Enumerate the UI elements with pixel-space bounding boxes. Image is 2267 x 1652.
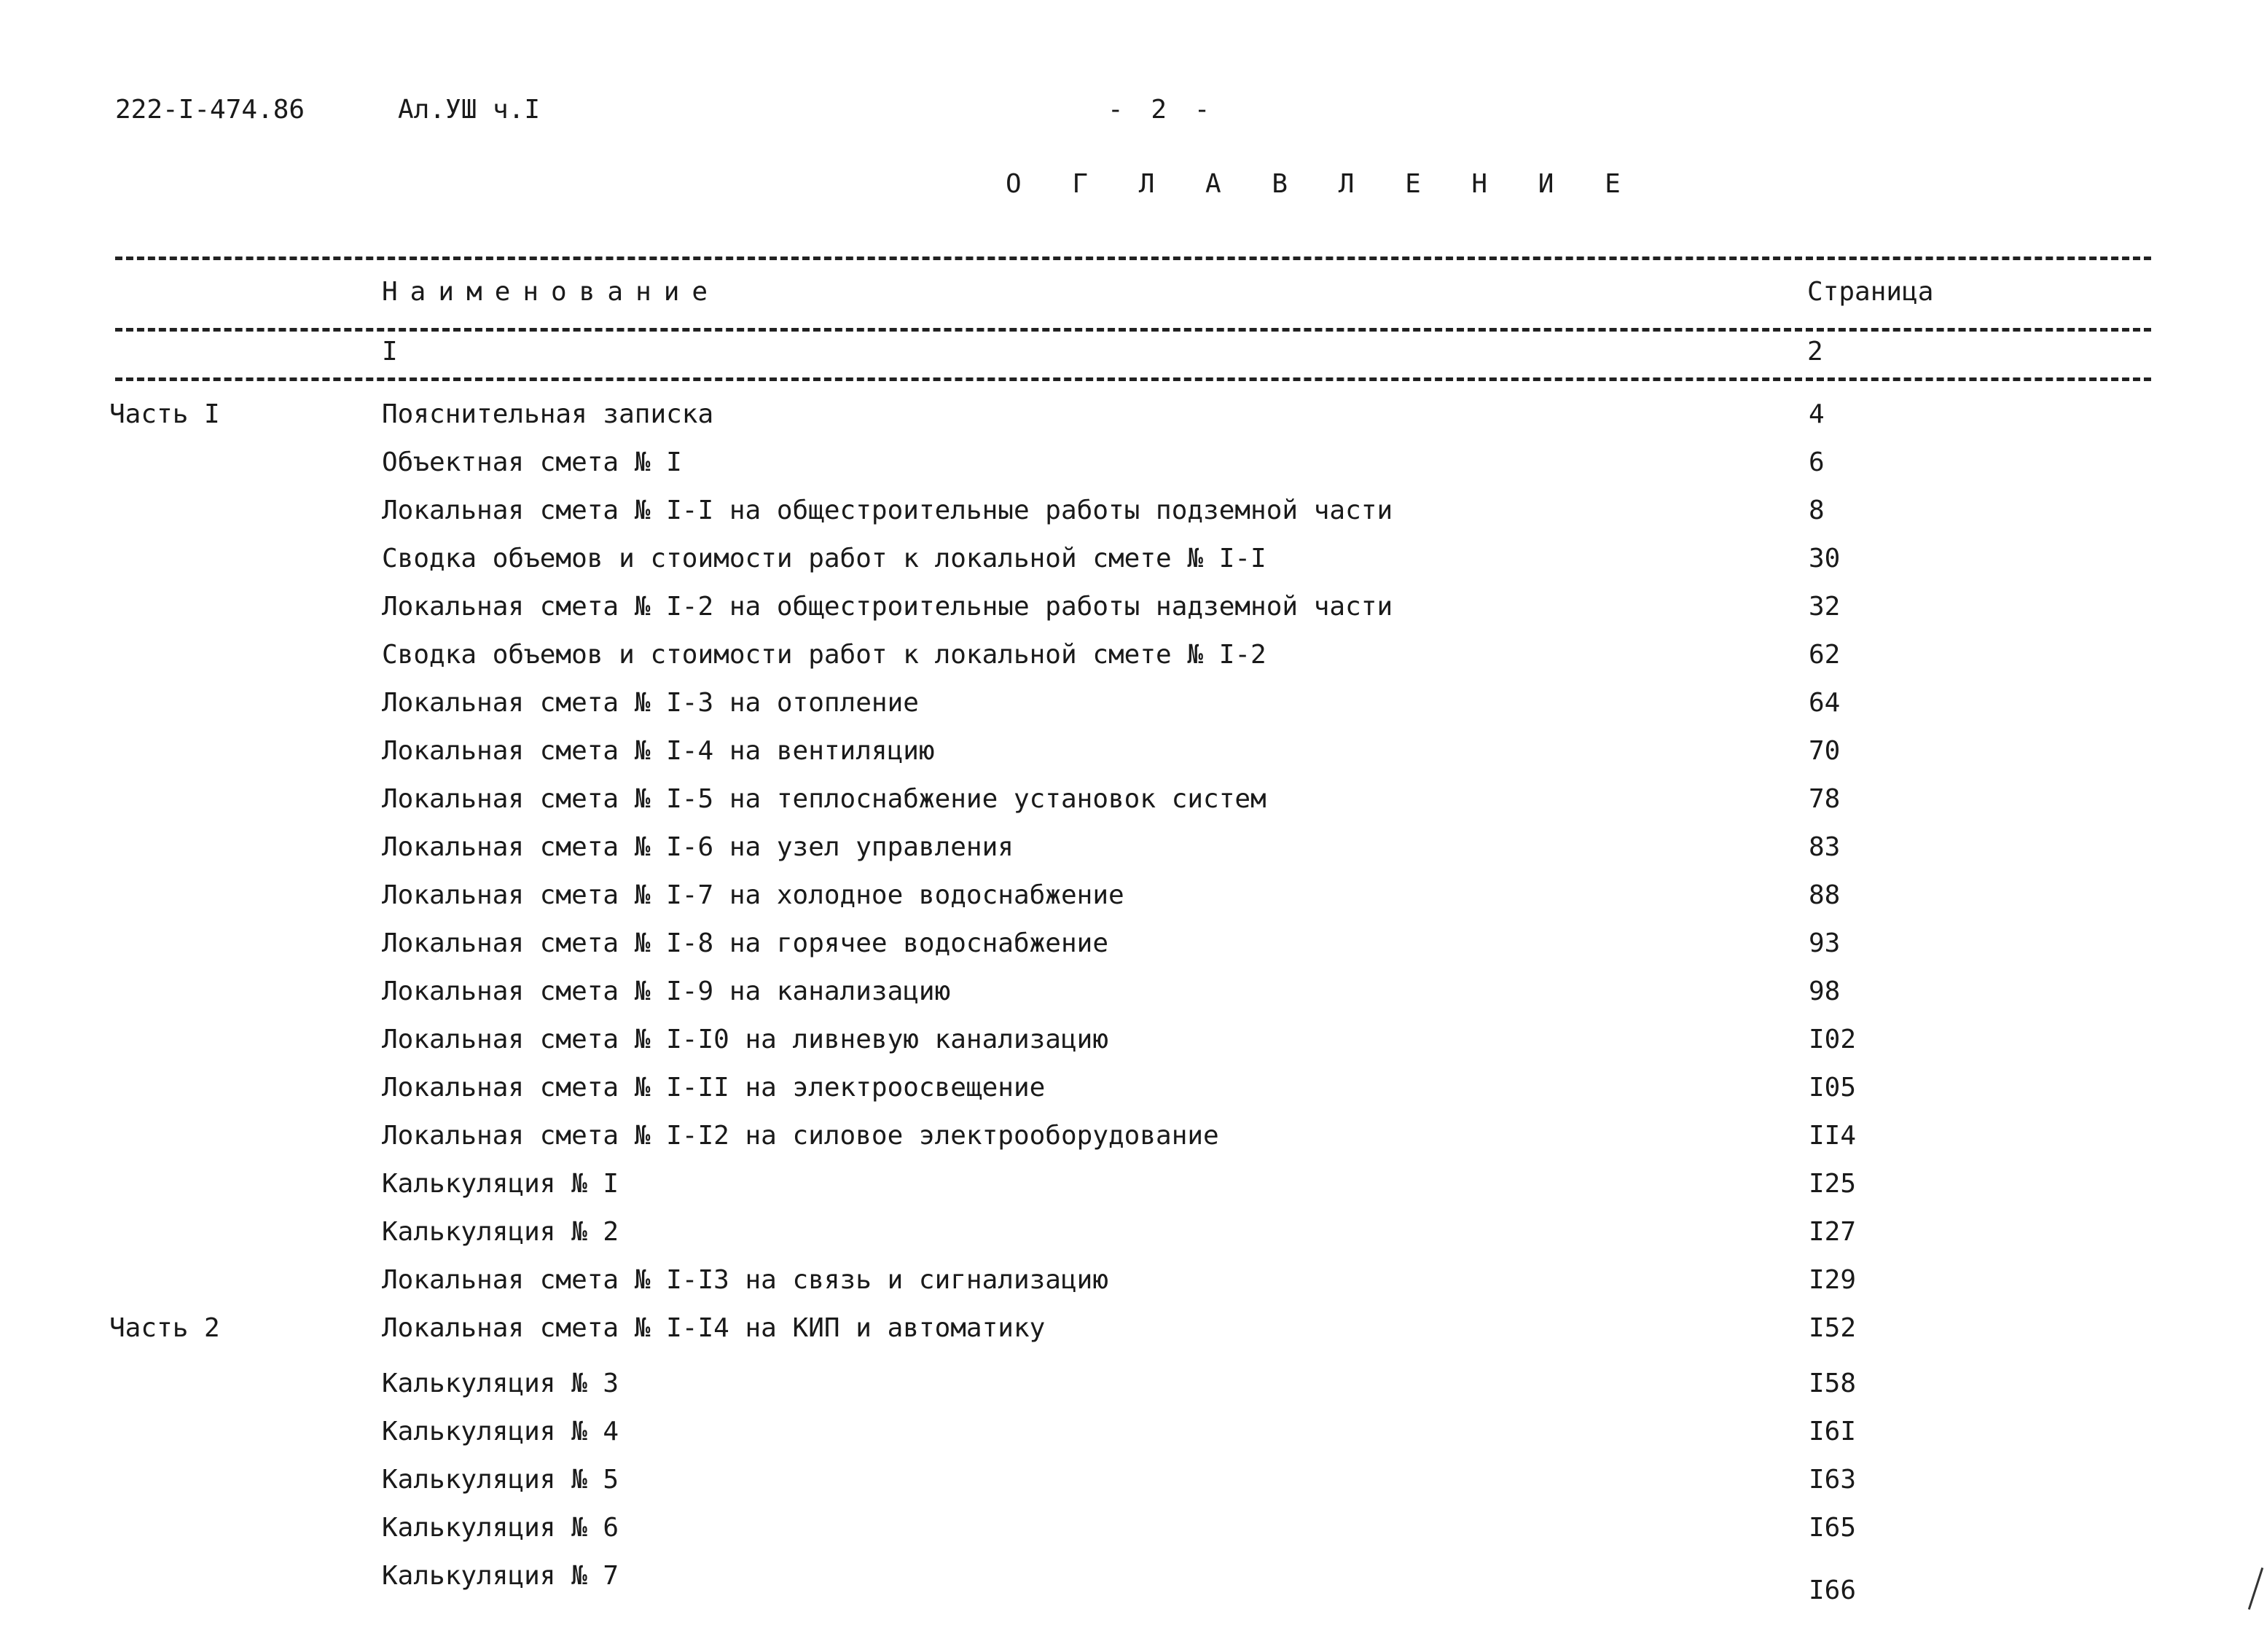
toc-row	[0, 688, 2267, 732]
toc-row-title: Локальная смета № I-I3 на связь и сигнализацию	[382, 1265, 1108, 1295]
toc-row	[0, 928, 2267, 972]
toc-row	[0, 447, 2267, 491]
toc-row-page: 70	[1809, 736, 1841, 766]
header-rule	[115, 328, 2151, 332]
toc-row	[0, 1313, 2267, 1357]
toc-row	[0, 592, 2267, 635]
toc-row-page: 64	[1809, 688, 1841, 718]
toc-title: О Г Л А В Л Е Н И Е	[1006, 169, 1638, 199]
table-top-rule	[115, 257, 2151, 260]
toc-row	[0, 1265, 2267, 1309]
toc-row-title: Калькуляция № 2	[382, 1217, 619, 1247]
toc-row	[0, 1217, 2267, 1261]
toc-row-title: Калькуляция № I	[382, 1169, 619, 1199]
toc-row	[0, 1513, 2267, 1557]
toc-row-page: I58	[1809, 1369, 1857, 1398]
toc-row	[0, 1073, 2267, 1116]
toc-row-title: Калькуляция № 6	[382, 1513, 619, 1543]
toc-row	[0, 832, 2267, 876]
toc-row-page: 78	[1809, 784, 1841, 814]
column-number-name: I	[382, 337, 398, 367]
toc-row-page: 93	[1809, 928, 1841, 958]
column-header-name: Наименование	[382, 277, 721, 307]
toc-row-title: Локальная смета № I-5 на теплоснабжение установок систем	[382, 784, 1266, 814]
toc-row-page: I66	[1809, 1575, 1857, 1605]
toc-row-page: 88	[1809, 880, 1841, 910]
toc-row-page: I65	[1809, 1513, 1857, 1543]
album-label: Ал.УШ ч.I	[398, 95, 541, 125]
toc-row	[0, 880, 2267, 924]
toc-row-title: Локальная смета № I-3 на отопление	[382, 688, 919, 718]
toc-row	[0, 1561, 2267, 1605]
toc-row-title: Локальная смета № I-8 на горячее водоснабжение	[382, 928, 1108, 958]
toc-row-page: I63	[1809, 1465, 1857, 1495]
toc-row-page: 62	[1809, 640, 1841, 670]
toc-row-page: 4	[1809, 399, 1825, 429]
toc-row-title: Локальная смета № I-2 на общестроительные работы надземной части	[382, 592, 1393, 622]
toc-row	[0, 1369, 2267, 1412]
toc-row-page: I05	[1809, 1073, 1857, 1103]
toc-row-title: Калькуляция № 4	[382, 1417, 619, 1447]
toc-row	[0, 1465, 2267, 1508]
toc-row	[0, 736, 2267, 780]
toc-row	[0, 544, 2267, 587]
toc-row	[0, 1025, 2267, 1068]
toc-row-title: Объектная смета № I	[382, 447, 682, 477]
toc-row-title: Локальная смета № I-7 на холодное водоснабжение	[382, 880, 1124, 910]
toc-row-title: Калькуляция № 7	[382, 1561, 619, 1591]
toc-row-title: Локальная смета № I-I на общестроительные работы подземной части	[382, 496, 1393, 525]
column-number-page: 2	[1807, 337, 1823, 367]
document-code: 222-I-474.86	[115, 95, 305, 125]
toc-row-title: Калькуляция № 3	[382, 1369, 619, 1398]
toc-row-title: Калькуляция № 5	[382, 1465, 619, 1495]
toc-row-page: I25	[1809, 1169, 1857, 1199]
toc-row-title: Локальная смета № I-I2 на силовое электрооборудование	[382, 1121, 1219, 1151]
toc-row	[0, 976, 2267, 1020]
toc-row-title: Сводка объемов и стоимости работ к локальной смете № I-2	[382, 640, 1266, 670]
toc-row-title: Пояснительная записка	[382, 399, 714, 429]
toc-row-page: I52	[1809, 1313, 1857, 1343]
toc-row-page: 30	[1809, 544, 1841, 573]
toc-row-page: I29	[1809, 1265, 1857, 1295]
toc-row	[0, 1417, 2267, 1460]
toc-row	[0, 640, 2267, 684]
toc-row-part: Часть I	[109, 399, 220, 429]
toc-row-page: II4	[1809, 1121, 1857, 1151]
toc-row-page: 32	[1809, 592, 1841, 622]
toc-row-title: Локальная смета № I-4 на вентиляцию	[382, 736, 935, 766]
toc-row-title: Сводка объемов и стоимости работ к локальной смете № I-I	[382, 544, 1266, 573]
toc-row	[0, 399, 2267, 443]
column-number-rule	[115, 377, 2151, 381]
toc-row	[0, 1121, 2267, 1164]
toc-row-part: Часть 2	[109, 1313, 220, 1343]
toc-row-title: Локальная смета № I-II на электроосвещение	[382, 1073, 1046, 1103]
toc-row-page: 8	[1809, 496, 1825, 525]
toc-row-title: Локальная смета № I-6 на узел управления	[382, 832, 1014, 862]
toc-row	[0, 1169, 2267, 1213]
toc-row-page: I27	[1809, 1217, 1857, 1247]
toc-row-title: Локальная смета № I-I0 на ливневую канализацию	[382, 1025, 1108, 1054]
toc-row-title: Локальная смета № I-9 на канализацию	[382, 976, 951, 1006]
toc-row	[0, 784, 2267, 828]
toc-row-page: I02	[1809, 1025, 1857, 1054]
toc-row-title: Локальная смета № I-I4 на КИП и автоматику	[382, 1313, 1046, 1343]
toc-row-page: I6I	[1809, 1417, 1857, 1447]
page-number: - 2 -	[1108, 95, 1216, 125]
toc-row	[0, 496, 2267, 539]
toc-row-page: 83	[1809, 832, 1841, 862]
column-header-page: Страница	[1807, 277, 1934, 307]
toc-row-page: 6	[1809, 447, 1825, 477]
toc-row-page: 98	[1809, 976, 1841, 1006]
